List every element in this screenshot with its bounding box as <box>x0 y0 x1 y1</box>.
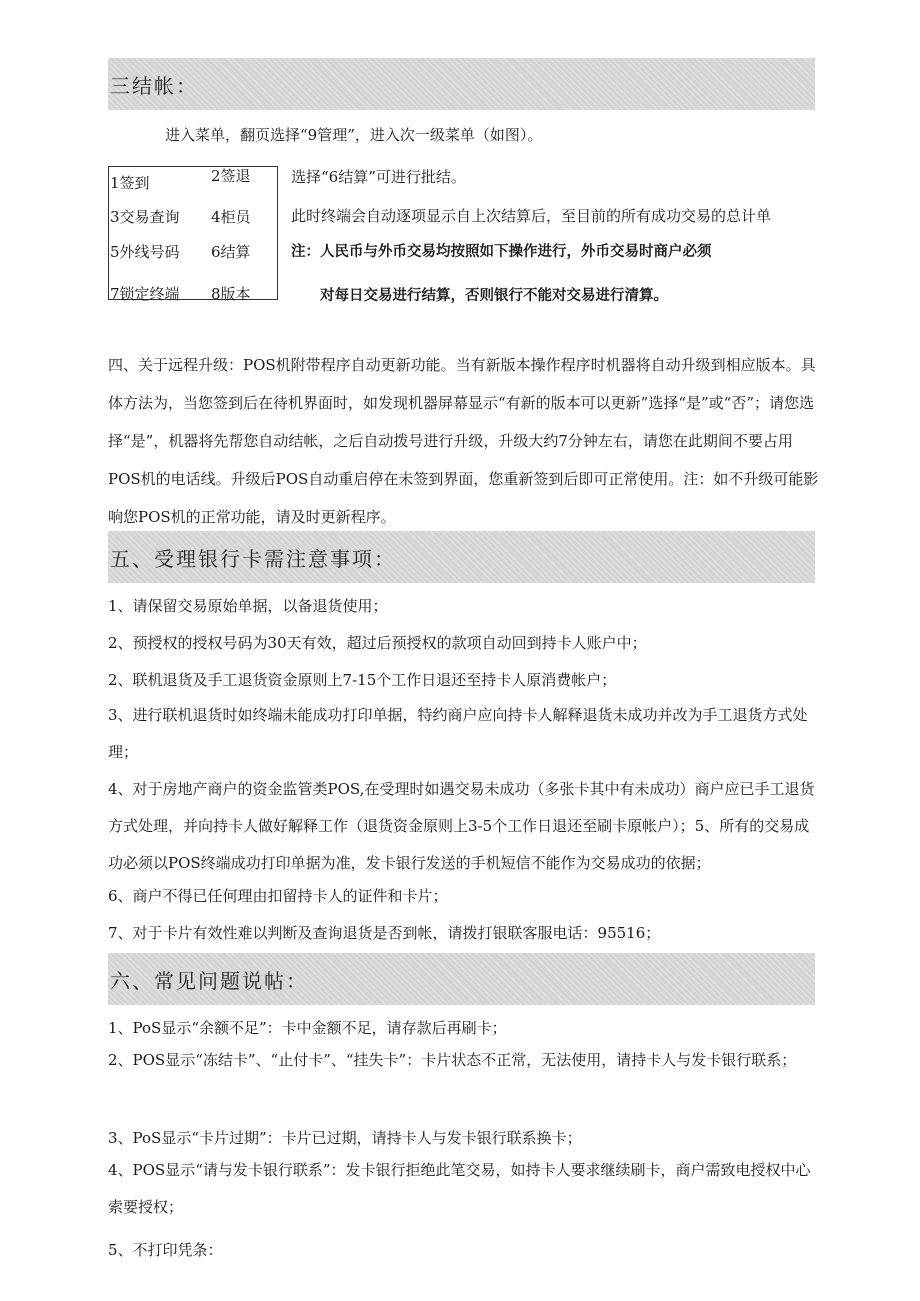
faq-item-5: 5、不打印凭条： <box>108 1241 223 1259</box>
notice-item-1: 1、请保留交易原始单据，以备退货使用； <box>108 597 388 615</box>
menu-item-5: 5外线号码 <box>110 243 180 261</box>
notice-item-2: 2、预授权的授权号码为30天有效，超过后预授权的款项自动回到持卡人账户中； <box>108 634 647 652</box>
section-6-title: 六、常见问题说帖： <box>110 968 308 993</box>
settle-note-line-1: 注：人民币与外币交易均按照如下操作进行，外币交易时商户必须 <box>291 244 712 260</box>
section-6-header <box>108 953 815 1005</box>
settle-description: 此时终端会自动逐项显示自上次结算后，至目前的所有成功交易的总计单 <box>291 207 772 225</box>
settle-instruction: 选择“6结算”可进行批结。 <box>291 168 466 186</box>
section-3-intro: 进入菜单，翻页选择“9管理”，进入次一级菜单（如图）。 <box>165 126 543 144</box>
section-5-header <box>108 531 815 583</box>
section-3-header <box>108 58 815 110</box>
faq-item-3: 3、PoS显示“卡片过期”：卡片已过期，请持卡人与发卡银行联系换卡； <box>108 1129 582 1147</box>
section-4-paragraph: 四、关于远程升级：POS机附带程序自动更新功能。当有新版本操作程序时机器将自动升级到相应版本。具体方法为，当您签到后在待机界面时，如发现机器屏幕显示“有新的版本可以更新”选择“是”或“否”；请您选择“是”，机器将先帮您自动结帐，之后自动拨号进行升级，升级大约7分钟左右，请您在此期间不要占用POS机的电话线。升级后POS自动重启停在未签到界面，您重新签到后即可正常使用。注：如不升级可能影响您POS机的正常功能，请及时更新程序。 <box>108 356 819 526</box>
menu-item-1: 1签到 <box>110 174 150 192</box>
pos-menu-box <box>108 166 278 303</box>
notice-item-6: 6、商户不得已任何理由扣留持卡人的证件和卡片； <box>108 887 448 905</box>
faq-item-4: 4、POS显示“请与发卡银行联系”：发卡银行拒绝此笔交易，如持卡人要求继续刷卡，商户需致电授权中心索要授权； <box>108 1161 811 1216</box>
notice-item-7: 7、对于卡片有效性难以判断及查询退货是否到帐，请拨打银联客服电话：95516； <box>108 924 661 942</box>
section-3-title: 三结帐： <box>110 73 198 98</box>
menu-item-2: 2签退 <box>211 167 251 185</box>
faq-item-2: 2、POS显示“冻结卡”、“止付卡”、“挂失卡”：卡片状态不正常，无法使用，请持卡人与发卡银行联系； <box>108 1051 797 1069</box>
menu-item-8: 8版本 <box>211 285 251 303</box>
section-5-title: 五、受理银行卡需注意事项： <box>110 546 396 571</box>
menu-item-4: 4柜员 <box>211 208 251 226</box>
menu-item-3: 3交易查询 <box>110 208 180 226</box>
faq-item-1: 1、PoS显示“余额不足”：卡中金额不足，请存款后再刷卡； <box>108 1019 507 1037</box>
notice-item-4: 3、进行联机退货时如终端未能成功打印单据，特约商户应向持卡人解释退货未成功并改为手工退货方式处理； <box>108 706 808 761</box>
menu-item-6: 6结算 <box>211 243 251 261</box>
menu-item-7: 7锁定终端 <box>110 285 180 303</box>
notice-item-3: 2、联机退货及手工退货资金原则上7-15个工作日退还至持卡人原消费帐户； <box>108 671 617 689</box>
settle-note-line-2: 对每日交易进行结算，否则银行不能对交易进行清算。 <box>320 288 668 304</box>
notice-item-5: 4、对于房地产商户的资金监管类POS,在受理时如遇交易未成功（多张卡其中有未成功）商户应已手工退货方式处理，并向持卡人做好解释工作（退货资金原则上3-5个工作日退还至刷卡原帐户）；5、所有的交易成功必须以POS终端成功打印单据为准，发卡银行发送的手机短信不能作为交易成功的依据； <box>108 780 815 872</box>
